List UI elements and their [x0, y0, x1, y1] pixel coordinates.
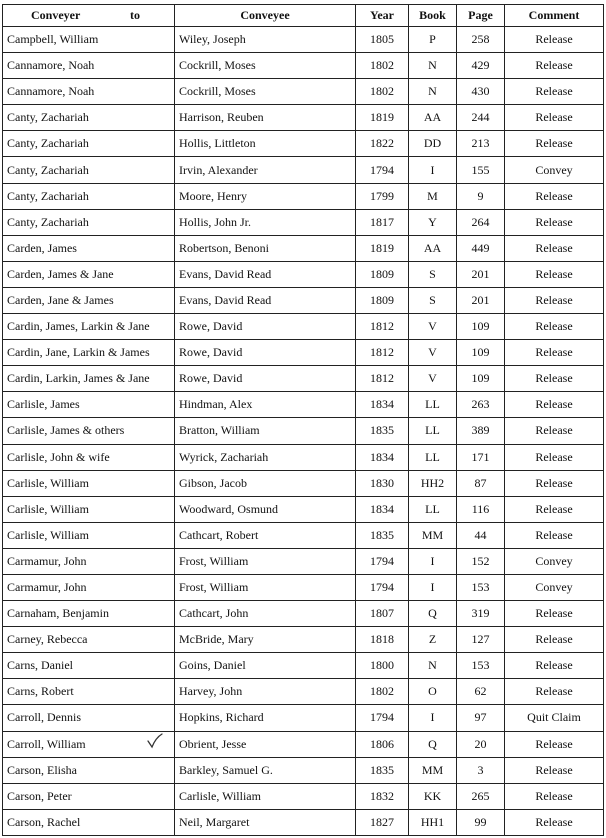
table-row	[3, 340, 604, 366]
cell-year: 1832	[356, 783, 409, 809]
cell-conveyer: Carden, Jane & James	[3, 287, 175, 313]
cell-conveyee: Irvin, Alexander	[175, 157, 356, 183]
table-row	[3, 53, 604, 79]
cell-page: 430	[457, 79, 505, 105]
cell-conveyee: Obrient, Jesse	[175, 731, 356, 757]
cell-year: 1827	[356, 809, 409, 835]
table-row	[3, 496, 604, 522]
cell-conveyer: Carlisle, William	[3, 470, 175, 496]
table-row	[3, 601, 604, 627]
cell-comment: Release	[505, 757, 604, 783]
cell-book: Y	[409, 209, 457, 235]
table-row	[3, 235, 604, 261]
table-row	[3, 392, 604, 418]
cell-page: 109	[457, 314, 505, 340]
cell-year: 1835	[356, 522, 409, 548]
table-row	[3, 627, 604, 653]
cell-year: 1822	[356, 131, 409, 157]
cell-page: 244	[457, 105, 505, 131]
cell-conveyer: Carden, James	[3, 235, 175, 261]
cell-page: 20	[457, 731, 505, 757]
cell-page: 116	[457, 496, 505, 522]
table-row	[3, 548, 604, 574]
col-header-conveyee: Conveyee	[175, 5, 356, 27]
table-row	[3, 522, 604, 548]
cell-book: MM	[409, 757, 457, 783]
to-header-label: to	[130, 8, 140, 22]
cell-year: 1817	[356, 209, 409, 235]
cell-comment: Release	[505, 235, 604, 261]
cell-conveyee: Carlisle, William	[175, 783, 356, 809]
cell-book: LL	[409, 496, 457, 522]
cell-year: 1830	[356, 470, 409, 496]
cell-year: 1794	[356, 548, 409, 574]
cell-page: 153	[457, 653, 505, 679]
cell-conveyer: Cardin, James, Larkin & Jane	[3, 314, 175, 340]
cell-conveyer: Carnaham, Benjamin	[3, 601, 175, 627]
cell-page: 97	[457, 705, 505, 731]
cell-book: DD	[409, 131, 457, 157]
cell-book: AA	[409, 235, 457, 261]
header-row	[3, 5, 604, 27]
cell-comment: Release	[505, 27, 604, 53]
cell-page: 44	[457, 522, 505, 548]
cell-conveyer: Cannamore, Noah	[3, 79, 175, 105]
cell-conveyee: Goins, Daniel	[175, 653, 356, 679]
cell-conveyer: Canty, Zachariah	[3, 183, 175, 209]
cell-conveyee: Cockrill, Moses	[175, 53, 356, 79]
cell-page: 258	[457, 27, 505, 53]
cell-comment: Release	[505, 418, 604, 444]
cell-conveyee: Woodward, Osmund	[175, 496, 356, 522]
cell-year: 1794	[356, 157, 409, 183]
cell-conveyee: Harrison, Reuben	[175, 105, 356, 131]
cell-year: 1807	[356, 601, 409, 627]
cell-page: 449	[457, 235, 505, 261]
cell-comment: Quit Claim	[505, 705, 604, 731]
cell-conveyer: Carlisle, James	[3, 392, 175, 418]
table-row	[3, 653, 604, 679]
cell-book: Q	[409, 731, 457, 757]
cell-page: 109	[457, 340, 505, 366]
cell-page: 319	[457, 601, 505, 627]
cell-conveyee: Wyrick, Zachariah	[175, 444, 356, 470]
cell-comment: Release	[505, 470, 604, 496]
cell-conveyee: Wiley, Joseph	[175, 27, 356, 53]
cell-year: 1794	[356, 574, 409, 600]
cell-year: 1809	[356, 287, 409, 313]
cell-book: M	[409, 183, 457, 209]
cell-conveyer: Cardin, Jane, Larkin & James	[3, 340, 175, 366]
cell-book: AA	[409, 105, 457, 131]
cell-book: MM	[409, 522, 457, 548]
deed-rows	[3, 27, 604, 836]
cell-book: I	[409, 705, 457, 731]
cell-book: O	[409, 679, 457, 705]
cell-comment: Release	[505, 809, 604, 835]
cell-conveyee: Rowe, David	[175, 314, 356, 340]
handwritten-check-mark-icon	[146, 732, 164, 750]
cell-year: 1794	[356, 705, 409, 731]
col-header-comment: Comment	[505, 5, 604, 27]
cell-conveyee: Frost, William	[175, 548, 356, 574]
cell-book: Z	[409, 627, 457, 653]
cell-book: I	[409, 157, 457, 183]
cell-conveyee: Barkley, Samuel G.	[175, 757, 356, 783]
cell-conveyee: Hindman, Alex	[175, 392, 356, 418]
table-row	[3, 209, 604, 235]
cell-year: 1834	[356, 496, 409, 522]
table-row	[3, 261, 604, 287]
cell-page: 152	[457, 548, 505, 574]
cell-comment: Release	[505, 53, 604, 79]
cell-conveyer: Canty, Zachariah	[3, 131, 175, 157]
cell-year: 1835	[356, 757, 409, 783]
cell-book: KK	[409, 783, 457, 809]
cell-page: 153	[457, 574, 505, 600]
cell-conveyee: Neil, Margaret	[175, 809, 356, 835]
cell-page: 265	[457, 783, 505, 809]
cell-conveyee: Evans, David Read	[175, 287, 356, 313]
cell-page: 109	[457, 366, 505, 392]
cell-year: 1806	[356, 731, 409, 757]
cell-page: 99	[457, 809, 505, 835]
cell-year: 1805	[356, 27, 409, 53]
table-row	[3, 27, 604, 53]
cell-page: 62	[457, 679, 505, 705]
cell-book: V	[409, 314, 457, 340]
cell-page: 213	[457, 131, 505, 157]
cell-page: 87	[457, 470, 505, 496]
cell-page: 389	[457, 418, 505, 444]
cell-comment: Release	[505, 314, 604, 340]
cell-page: 155	[457, 157, 505, 183]
cell-conveyee: Rowe, David	[175, 366, 356, 392]
cell-book: HH1	[409, 809, 457, 835]
cell-year: 1818	[356, 627, 409, 653]
cell-conveyer: Cardin, Larkin, James & Jane	[3, 366, 175, 392]
table-row	[3, 470, 604, 496]
cell-comment: Release	[505, 105, 604, 131]
cell-page: 171	[457, 444, 505, 470]
table-row	[3, 444, 604, 470]
cell-conveyee: Cockrill, Moses	[175, 79, 356, 105]
cell-comment: Release	[505, 340, 604, 366]
cell-conveyer: Cannamore, Noah	[3, 53, 175, 79]
conveyer-header-label: Conveyer	[31, 8, 81, 22]
deed-index-table	[2, 4, 604, 836]
col-header-page: Page	[457, 5, 505, 27]
cell-comment: Release	[505, 679, 604, 705]
cell-comment: Release	[505, 183, 604, 209]
cell-comment: Convey	[505, 574, 604, 600]
cell-conveyer: Carson, Elisha	[3, 757, 175, 783]
cell-year: 1834	[356, 392, 409, 418]
cell-book: I	[409, 574, 457, 600]
cell-conveyer: Canty, Zachariah	[3, 157, 175, 183]
cell-conveyer: Carmamur, John	[3, 574, 175, 600]
cell-conveyer: Carroll, Dennis	[3, 705, 175, 731]
cell-year: 1819	[356, 105, 409, 131]
cell-book: N	[409, 653, 457, 679]
cell-comment: Release	[505, 287, 604, 313]
cell-conveyee: Hopkins, Richard	[175, 705, 356, 731]
cell-conveyee: Moore, Henry	[175, 183, 356, 209]
cell-conveyer: Carden, James & Jane	[3, 261, 175, 287]
cell-book: HH2	[409, 470, 457, 496]
cell-year: 1812	[356, 366, 409, 392]
cell-page: 127	[457, 627, 505, 653]
cell-conveyer: Campbell, William	[3, 27, 175, 53]
table-row	[3, 79, 604, 105]
table-row	[3, 105, 604, 131]
table-row	[3, 131, 604, 157]
cell-conveyee: Hollis, John Jr.	[175, 209, 356, 235]
cell-conveyer: Carson, Rachel	[3, 809, 175, 835]
cell-comment: Release	[505, 601, 604, 627]
cell-year: 1800	[356, 653, 409, 679]
cell-comment: Release	[505, 444, 604, 470]
cell-conveyee: Robertson, Benoni	[175, 235, 356, 261]
col-header-book: Book	[409, 5, 457, 27]
cell-year: 1819	[356, 235, 409, 261]
cell-year: 1809	[356, 261, 409, 287]
cell-year: 1802	[356, 53, 409, 79]
table-row	[3, 418, 604, 444]
cell-conveyee: Evans, David Read	[175, 261, 356, 287]
cell-year: 1834	[356, 444, 409, 470]
cell-book: LL	[409, 418, 457, 444]
cell-conveyee: Cathcart, Robert	[175, 522, 356, 548]
cell-book: V	[409, 366, 457, 392]
cell-page: 264	[457, 209, 505, 235]
cell-comment: Release	[505, 653, 604, 679]
col-header-year: Year	[356, 5, 409, 27]
table-row	[3, 679, 604, 705]
cell-page: 429	[457, 53, 505, 79]
table-row	[3, 287, 604, 313]
cell-page: 9	[457, 183, 505, 209]
cell-comment: Release	[505, 731, 604, 757]
cell-conveyee: Rowe, David	[175, 340, 356, 366]
table-row	[3, 757, 604, 783]
cell-conveyee: Gibson, Jacob	[175, 470, 356, 496]
table-row	[3, 574, 604, 600]
cell-book: P	[409, 27, 457, 53]
table-row	[3, 705, 604, 731]
cell-book: S	[409, 261, 457, 287]
cell-conveyee: Hollis, Littleton	[175, 131, 356, 157]
cell-book: S	[409, 287, 457, 313]
cell-conveyer: Canty, Zachariah	[3, 209, 175, 235]
table-row	[3, 183, 604, 209]
cell-conveyee: Bratton, William	[175, 418, 356, 444]
cell-comment: Release	[505, 392, 604, 418]
cell-page: 201	[457, 261, 505, 287]
cell-book: N	[409, 53, 457, 79]
table-row	[3, 157, 604, 183]
cell-conveyee: Cathcart, John	[175, 601, 356, 627]
table-row	[3, 809, 604, 835]
cell-page: 3	[457, 757, 505, 783]
table-row	[3, 314, 604, 340]
cell-conveyer: Carlisle, James & others	[3, 418, 175, 444]
cell-book: LL	[409, 392, 457, 418]
cell-comment: Release	[505, 79, 604, 105]
cell-year: 1812	[356, 314, 409, 340]
cell-comment: Release	[505, 783, 604, 809]
cell-comment: Release	[505, 131, 604, 157]
cell-year: 1802	[356, 679, 409, 705]
cell-conveyer: Carson, Peter	[3, 783, 175, 809]
cell-page: 201	[457, 287, 505, 313]
cell-book: N	[409, 79, 457, 105]
cell-conveyer: Carney, Rebecca	[3, 627, 175, 653]
cell-book: V	[409, 340, 457, 366]
cell-conveyer: Carroll, William	[3, 731, 175, 757]
cell-year: 1835	[356, 418, 409, 444]
cell-conveyer: Carlisle, John & wife	[3, 444, 175, 470]
cell-page: 263	[457, 392, 505, 418]
cell-book: I	[409, 548, 457, 574]
cell-book: Q	[409, 601, 457, 627]
cell-book: LL	[409, 444, 457, 470]
cell-comment: Release	[505, 209, 604, 235]
cell-comment: Release	[505, 522, 604, 548]
table-row	[3, 366, 604, 392]
cell-comment: Convey	[505, 157, 604, 183]
cell-comment: Release	[505, 627, 604, 653]
cell-comment: Convey	[505, 548, 604, 574]
cell-comment: Release	[505, 261, 604, 287]
cell-conveyer: Carlisle, William	[3, 496, 175, 522]
cell-comment: Release	[505, 496, 604, 522]
table-row	[3, 783, 604, 809]
cell-year: 1802	[356, 79, 409, 105]
cell-year: 1799	[356, 183, 409, 209]
cell-conveyee: Frost, William	[175, 574, 356, 600]
cell-conveyer: Carns, Daniel	[3, 653, 175, 679]
cell-conveyee: McBride, Mary	[175, 627, 356, 653]
cell-conveyer: Carlisle, William	[3, 522, 175, 548]
cell-conveyer: Canty, Zachariah	[3, 105, 175, 131]
cell-year: 1812	[356, 340, 409, 366]
table-row	[3, 731, 604, 757]
cell-comment: Release	[505, 366, 604, 392]
cell-conveyer: Carns, Robert	[3, 679, 175, 705]
col-header-conveyer	[3, 5, 175, 27]
cell-conveyer: Carmamur, John	[3, 548, 175, 574]
cell-conveyee: Harvey, John	[175, 679, 356, 705]
